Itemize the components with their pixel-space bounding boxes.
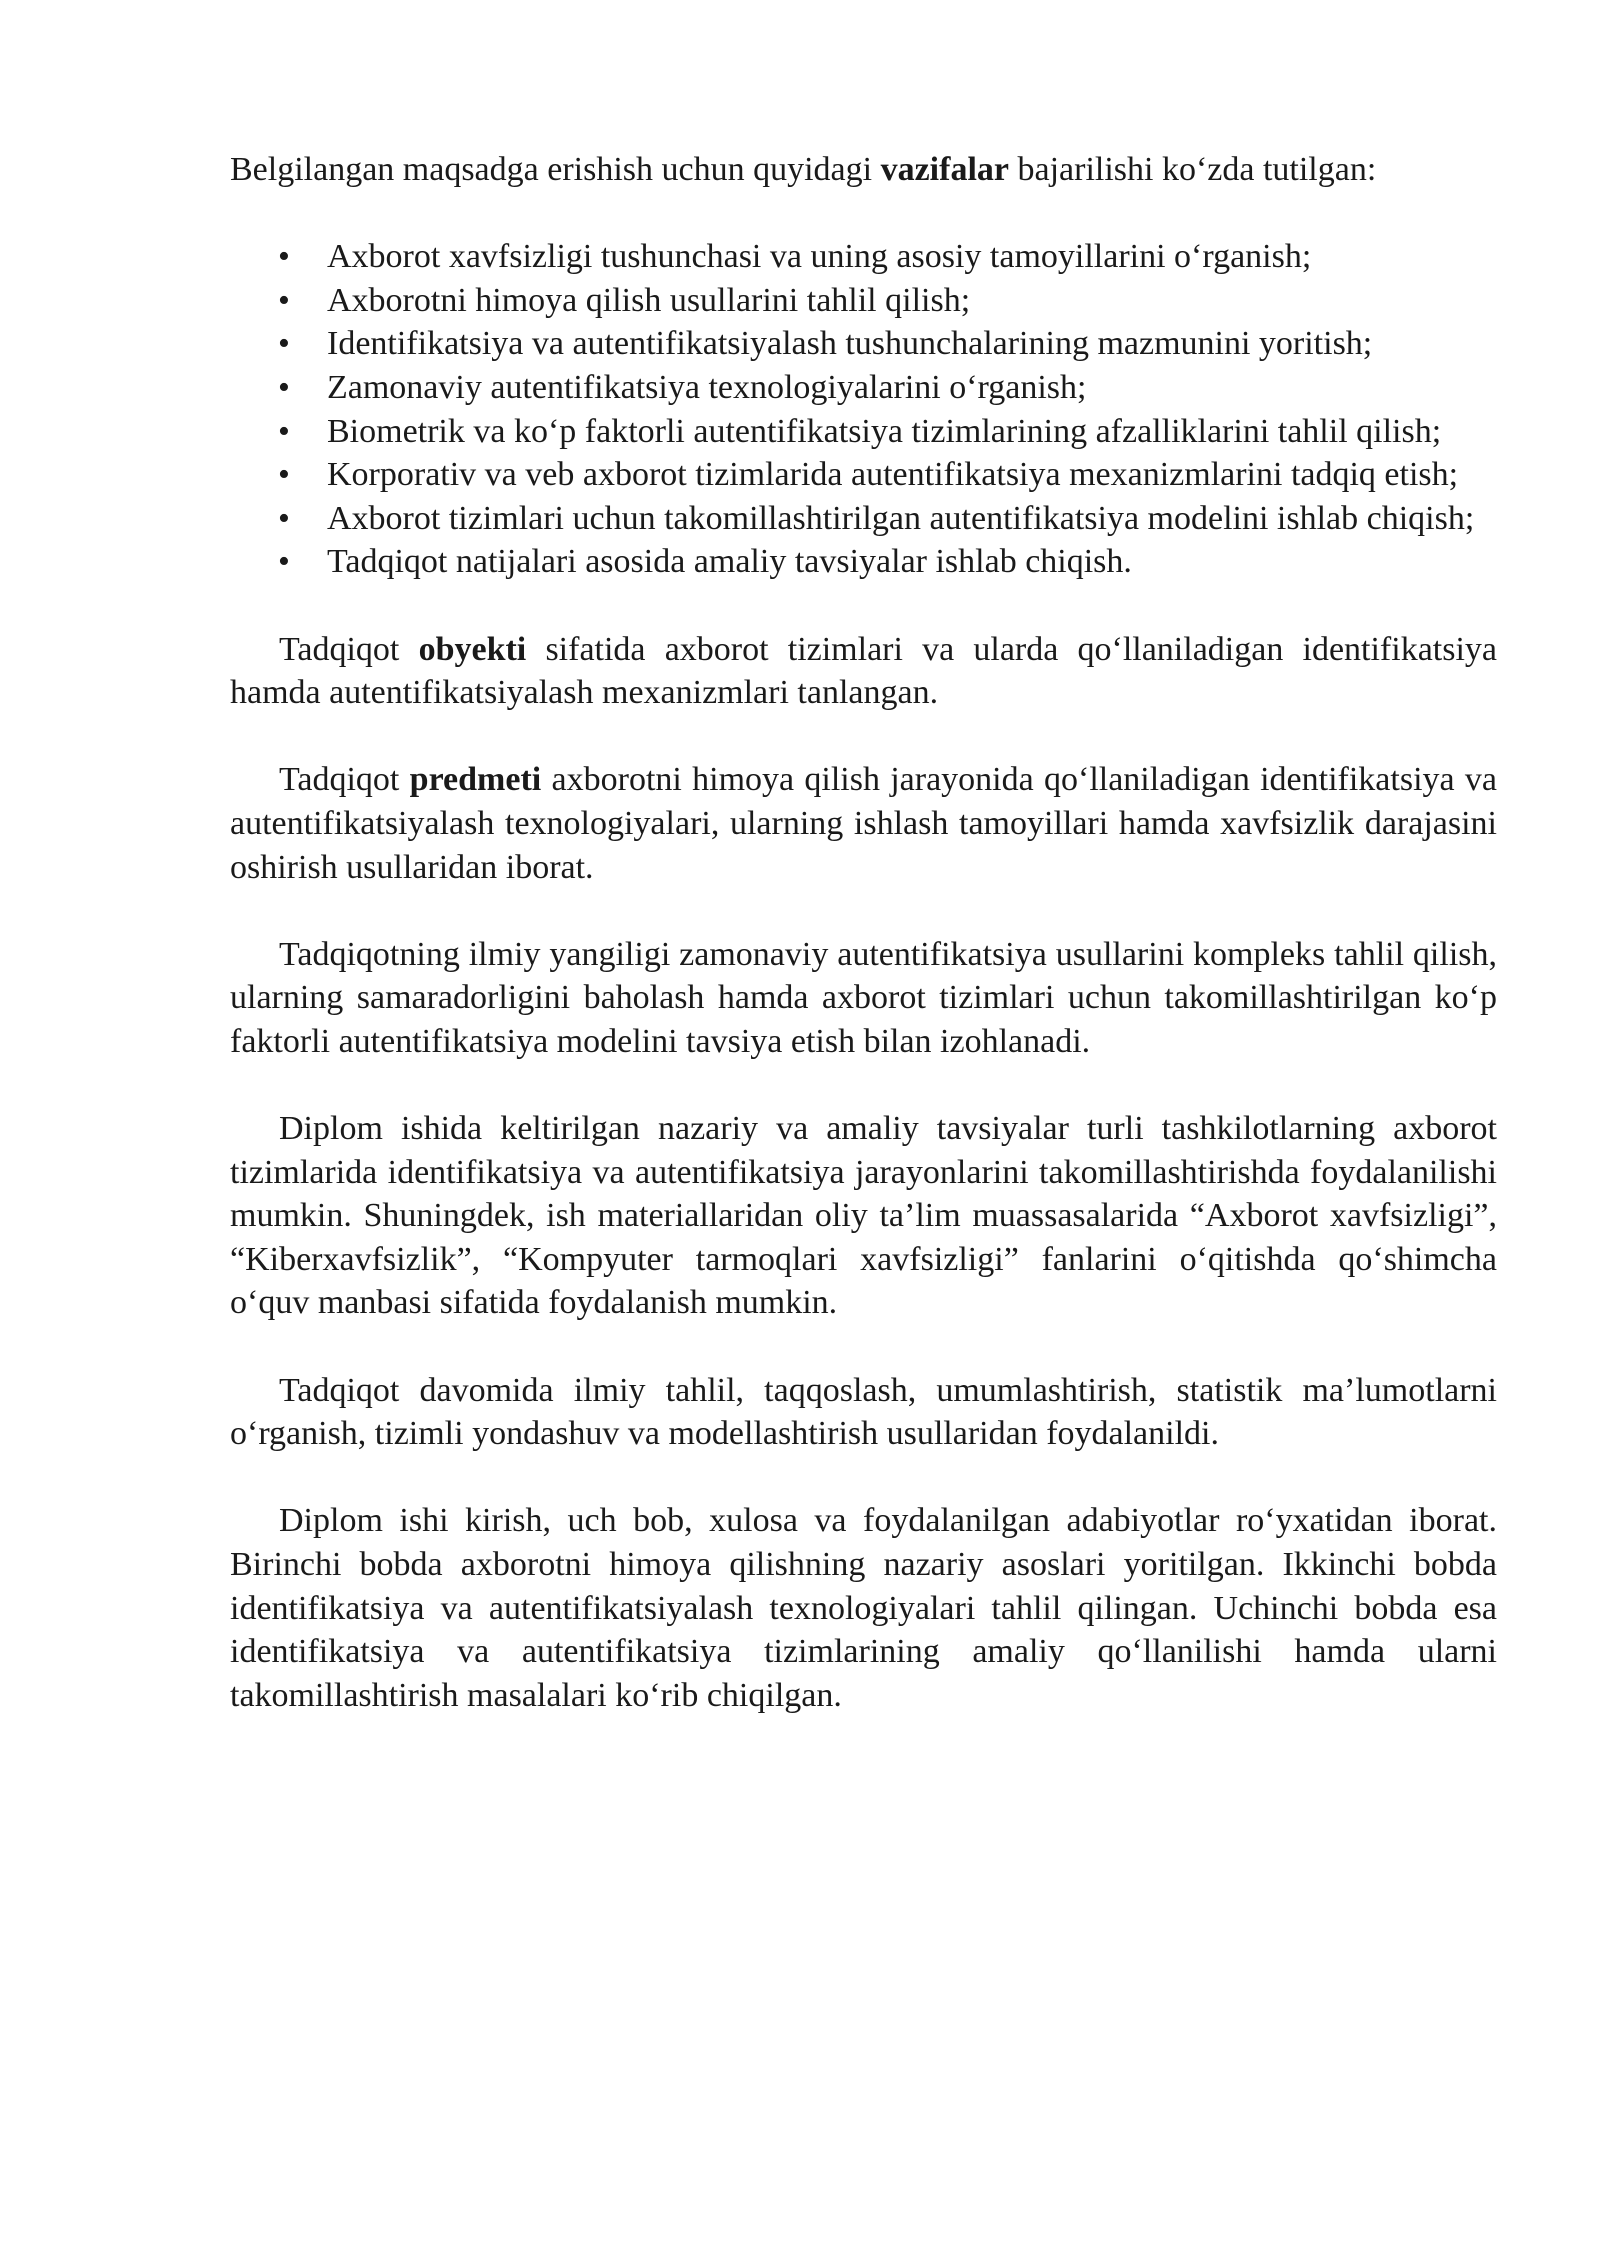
list-item <box>278 497 1497 541</box>
object-bold-term: obyekti <box>418 630 527 668</box>
list-item-text: Biometrik va ko‘p faktorli autentifikatsiya tizimlarining afzalliklarini tahlil qilish; <box>327 412 1442 450</box>
intro-text-end: bajarilishi ko‘zda tutilgan: <box>1017 151 1377 188</box>
research-object-paragraph <box>230 628 1497 715</box>
document-page <box>230 148 1497 1717</box>
tasks-list <box>230 235 1497 584</box>
research-methods-paragraph: Tadqiqot davomida ilmiy tahlil, taqqoslash, umumlashtirish, statistik ma’lumotlarni o‘rganish, tizimli yondashuv va modellashtirish usullaridan foydalanildi. <box>230 1371 1497 1453</box>
bullet-icon: • <box>278 325 290 363</box>
list-item <box>278 235 1497 279</box>
bullet-icon: • <box>278 543 290 581</box>
intro-bold-term: vazifalar <box>880 151 1009 188</box>
subject-text-end: axborotni himoya qilish jarayonida qo‘llaniladigan identifikatsiya va autentifikatsiyalash texnologiyalari, ularning ishlash tamoyillari hamda xavfsizlik darajasini oshirish usullaridan iborat. <box>230 761 1497 886</box>
list-item-text: Axborot tizimlari uchun takomillashtirilgan autentifikatsiya modelini ishlab chiqish; <box>327 499 1475 537</box>
scientific-novelty-paragraph: Tadqiqotning ilmiy yangiligi zamonaviy autentifikatsiya usullarini kompleks tahlil qilish, ularning samaradorligini baholash hamda axborot tizimlari uchun takomillashtirilgan ko‘p faktorli autentifikatsiya modelini tavsiya etish bilan izohlanadi. <box>230 935 1497 1060</box>
list-item <box>278 540 1497 584</box>
list-item <box>278 322 1497 366</box>
intro-text: Belgilangan maqsadga erishish uchun quyidagi <box>230 151 873 188</box>
list-item <box>278 279 1497 323</box>
list-item-text: Tadqiqot natijalari asosida amaliy tavsiyalar ishlab chiqish. <box>327 543 1132 581</box>
subject-bold-term: predmeti <box>409 761 542 799</box>
list-item-text: Axborot xavfsizligi tushunchasi va uning asosiy tamoyillarini o‘rganish; <box>327 238 1312 276</box>
list-item <box>278 453 1497 497</box>
list-item <box>278 366 1497 410</box>
list-item <box>278 410 1497 454</box>
bullet-icon: • <box>278 281 290 319</box>
bullet-icon: • <box>278 456 290 494</box>
practical-application-paragraph: Diplom ishida keltirilgan nazariy va amaliy tavsiyalar turli tashkilotlarning axborot tizimlarida identifikatsiya va autentifikatsiya jarayonlarini takomillashtirishda foydalanilishi mumkin. Shuningdek, ish materiallaridan oliy ta’lim muassasalarida “Axborot xavfsizligi”, “Kiberxavfsizlik”, “Kompyuter tarmoqlari xavfsizligi” fanlarini o‘qitishda qo‘shimcha o‘quv manbasi sifatida foydalanish mumkin. <box>230 1110 1497 1322</box>
research-subject-paragraph <box>230 758 1497 889</box>
thesis-structure-paragraph: Diplom ishi kirish, uch bob, xulosa va foydalanilgan adabiyotlar ro‘yxatidan iborat. Birinchi bobda axborotni himoya qilishning nazariy asoslari yoritilgan. Ikkinchi bobda identifikatsiya va autentifikatsiyalash texnologiyalari tahlil qilingan. Uchinchi bobda esa identifikatsiya va autentifikatsiya tizimlarining amaliy qo‘llanilishi hamda ularni takomillashtirish masalalari ko‘rib chiqilgan. <box>230 1502 1497 1714</box>
list-item-text: Axborotni himoya qilish usullarini tahlil qilish; <box>327 281 971 319</box>
bullet-icon: • <box>278 412 290 450</box>
list-item-text: Zamonaviy autentifikatsiya texnologiyalarini o‘rganish; <box>327 368 1087 406</box>
list-item-text: Identifikatsiya va autentifikatsiyalash tushunchalarining mazmunini yoritish; <box>327 325 1373 363</box>
bullet-icon: • <box>278 368 290 406</box>
subject-text: Tadqiqot <box>279 761 400 799</box>
list-item-text: Korporativ va veb axborot tizimlarida autentifikatsiya mexanizmlarini tadqiq etish; <box>327 456 1459 494</box>
object-text: Tadqiqot <box>279 630 400 668</box>
tasks-intro-paragraph <box>230 148 1497 192</box>
bullet-icon: • <box>278 499 290 537</box>
object-text-end: sifatida axborot tizimlari va ularda qo‘llaniladigan identifikatsiya hamda autentifikatsiyalash mexanizmlari tanlangan. <box>230 630 1498 712</box>
bullet-icon: • <box>278 238 290 276</box>
